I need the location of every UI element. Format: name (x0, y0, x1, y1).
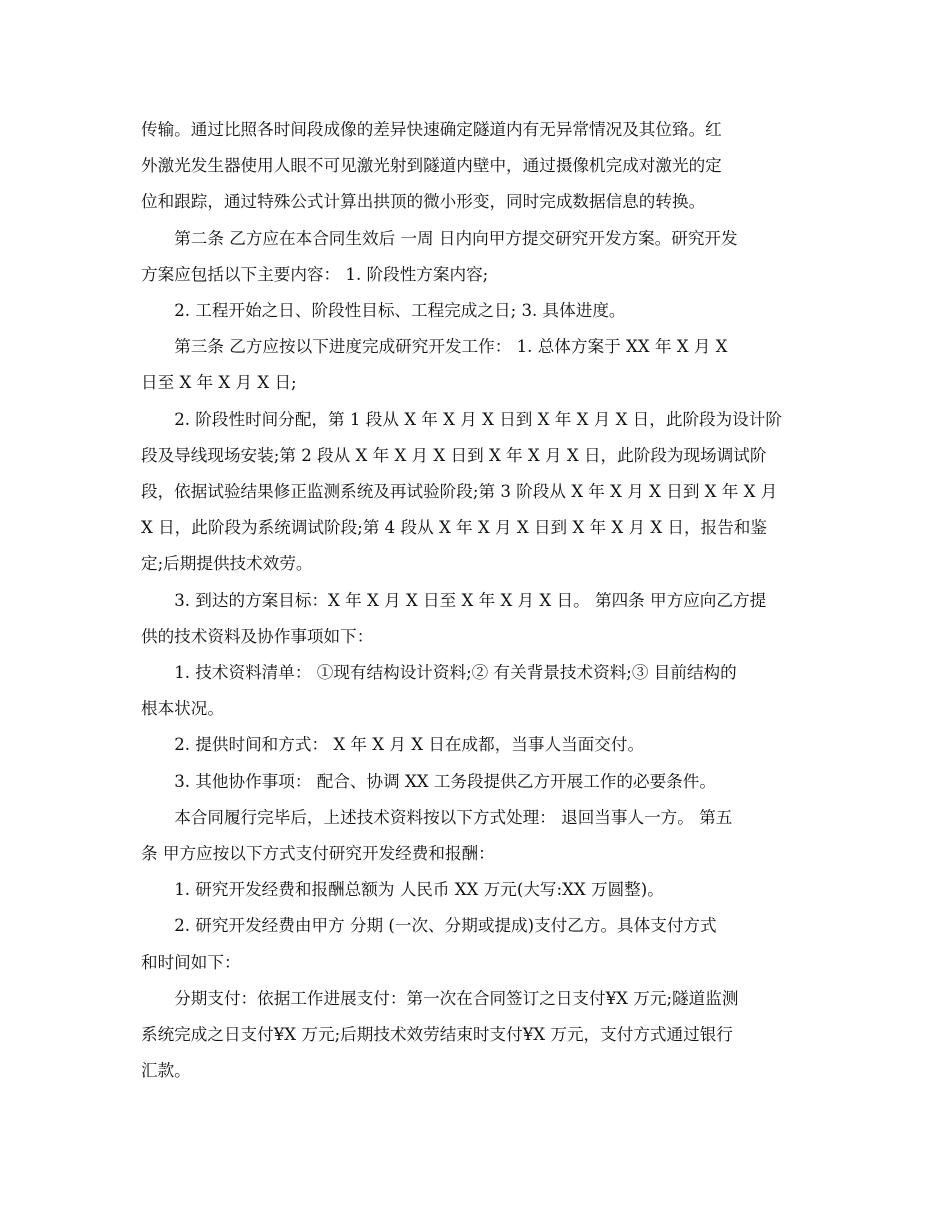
text-line: 日至 X 年 X 月 X 日; (141, 373, 297, 393)
text-line: 和时间如下： (141, 952, 241, 972)
text-line: 条 甲方应按以下方式支付研究开发经费和报酬： (141, 844, 495, 864)
text-line: 2. 工程开始之日、阶段性目标、工程完成之日; 3. 具体进度。 (174, 301, 626, 321)
text-line: 分期支付：依据工作进展支付：第一次在合同签订之日支付¥X 万元;隧道监测 (174, 988, 739, 1008)
paragraph (141, 221, 811, 293)
paragraph (141, 981, 811, 1090)
paragraph (141, 402, 811, 583)
text-line: 2. 提供时间和方式： X 年 X 月 X 日在成都，当事人当面交付。 (174, 735, 645, 755)
paragraph (141, 655, 811, 727)
text-line: 第三条 乙方应按以下进度完成研究开发工作： 1. 总体方案于 XX 年 X 月 X (174, 337, 728, 357)
paragraph (141, 800, 811, 872)
text-line: 方案应包括以下主要内容： 1. 阶段性方案内容; (141, 264, 489, 284)
text-line: 3. 到达的方案目标：X 年 X 月 X 日至 X 年 X 月 X 日。 第四条 甲方应向乙方提 (174, 590, 767, 610)
paragraph (141, 329, 811, 401)
text-line: 段，依据试验结果修正监测系统及再试验阶段;第 3 阶段从 X 年 X 月 X 日到 X 年 X 月 (141, 482, 778, 502)
text-line: 段及导线现场安装;第 2 段从 X 年 X 月 X 日到 X 年 X 月 X 日，此阶段为现场调试阶 (141, 445, 767, 465)
text-line: X 日，此阶段为系统调试阶段;第 4 段从 X 年 X 月 X 日到 X 年 X 月 X 日，报告和鉴 (141, 518, 767, 538)
paragraph (141, 293, 811, 329)
text-line: 1. 技术资料清单： ①现有结构设计资料;② 有关背景技术资料;③ 目前结构的 (174, 663, 737, 683)
text-line: 汇款。 (141, 1061, 191, 1081)
text-line: 系统完成之日支付¥X 万元;后期技术效劳结束时支付¥X 万元，支付方式通过银行 (141, 1025, 733, 1045)
paragraph (141, 908, 811, 980)
text-line: 位和跟踪，通过特殊公式计算出拱顶的微小形变，同时完成数据信息的转换。 (141, 192, 706, 212)
text-line: 2. 阶段性时间分配，第 1 段从 X 年 X 月 X 日到 X 年 X 月 X 日，此阶段为设计阶 (174, 409, 783, 429)
paragraph (141, 583, 811, 655)
text-line: 1. 研究开发经费和报酬总额为 人民币 XX 万元(大写:XX 万圆整)。 (174, 880, 664, 900)
paragraph (141, 764, 811, 800)
text-line: 传输。通过比照各时间段成像的差异快速确定隧道内有无异常情况及其位臵。红 (141, 120, 722, 139)
paragraph (141, 727, 811, 763)
text-line: 本合同履行完毕后，上述技术资料按以下方式处理： 退回当事人一方。 第五 (174, 807, 733, 827)
paragraph (141, 872, 811, 908)
text-line: 第二条 乙方应在本合同生效后 一周 日内向甲方提交研究开发方案。研究开发 (174, 228, 738, 248)
text-line: 根本状况。 (141, 699, 224, 719)
document-page (141, 112, 811, 1089)
text-line: 供的技术资料及协作事项如下： (141, 626, 374, 646)
text-line: 3. 其他协作事项： 配合、协调 XX 工务段提供乙方开展工作的必要条件。 (174, 771, 716, 791)
paragraph (141, 112, 811, 221)
text-line: 外激光发生器使用人眼不可见激光射到隧道内壁中，通过摄像机完成对激光的定 (141, 156, 722, 176)
text-line: 2. 研究开发经费由甲方 分期 (一次、分期或提成)支付乙方。具体支付方式 (174, 916, 717, 936)
text-line: 定;后期提供技术效劳。 (141, 554, 313, 574)
